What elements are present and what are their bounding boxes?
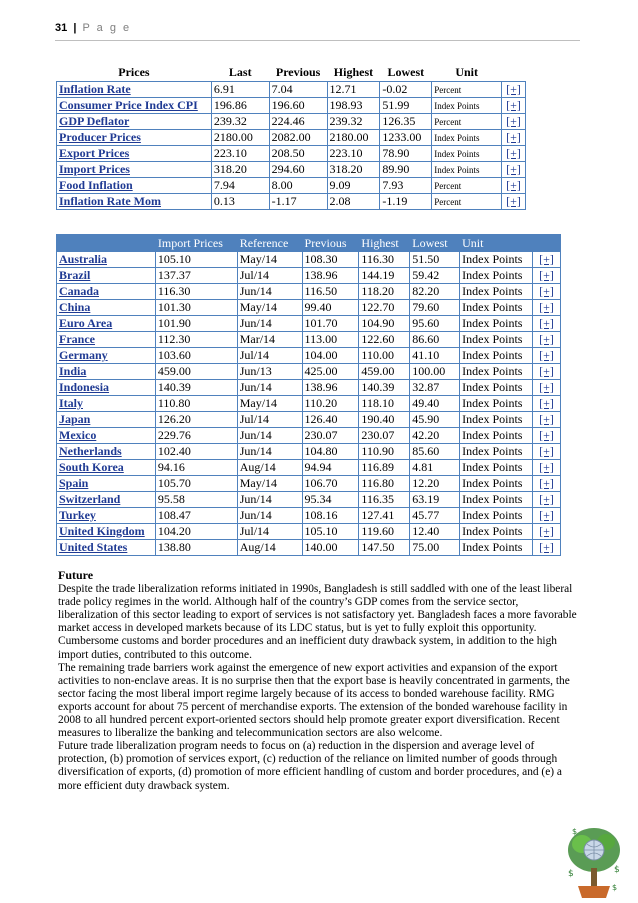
lowest-value: 12.20: [410, 476, 460, 492]
import-price-value: 105.70: [155, 476, 237, 492]
unit-value: Index Points: [460, 300, 533, 316]
import-price-value: 138.80: [155, 540, 237, 556]
table-row: [57, 98, 526, 114]
last-value: 239.32: [211, 114, 269, 130]
highest-value: 119.60: [359, 524, 410, 540]
previous-value: 196.60: [269, 98, 327, 114]
expand-link[interactable]: [+]: [533, 348, 561, 364]
table-row: [57, 444, 561, 460]
table-row: [57, 114, 526, 130]
country-link[interactable]: South Korea: [57, 460, 156, 476]
previous-value: 104.80: [302, 444, 359, 460]
previous-value: 7.04: [269, 82, 327, 98]
lowest-value: 51.99: [380, 98, 432, 114]
highest-value: 190.40: [359, 412, 410, 428]
lowest-value: 59.42: [410, 268, 460, 284]
lowest-value: 7.93: [380, 178, 432, 194]
paragraph: The remaining trade barriers work against the emergence of new export activities and expansion of the export activities to non-enclave areas. It is no surprise then that the export base is heavily concentrated in garments, the sector facing the most liberal import regime largely because of its access to bonded warehouse facility. RMG exports account for about 75 percent of merchandise exports. The extension of the bonded warehouse facility in 2008 to all hundred percent export-oriented sectors should help promote greater export diversification. Recent measures to liberalize the banking and telecommunication sectors are also welcome.: [58, 661, 570, 740]
highest-value: 239.32: [327, 114, 380, 130]
lowest-value: 51.50: [410, 252, 460, 268]
reference-date: Aug/14: [237, 460, 302, 476]
highest-value: 230.07: [359, 428, 410, 444]
reference-date: Jun/14: [237, 428, 302, 444]
expand-link[interactable]: [+]: [533, 412, 561, 428]
lowest-value: 32.87: [410, 380, 460, 396]
import-price-value: 126.20: [155, 412, 237, 428]
expand-link[interactable]: [+]: [533, 252, 561, 268]
unit-value: Index Points: [460, 268, 533, 284]
expand-link[interactable]: [+]: [533, 284, 561, 300]
unit-value: Index Points: [460, 524, 533, 540]
last-value: 318.20: [211, 162, 269, 178]
reference-date: Jun/14: [237, 316, 302, 332]
unit-value: Index Points: [460, 444, 533, 460]
table-row: [57, 300, 561, 316]
highest-value: 118.20: [359, 284, 410, 300]
highest-value: 9.09: [327, 178, 380, 194]
unit-value: Index Points: [460, 332, 533, 348]
col-highest: Highest: [359, 235, 410, 252]
unit-value: Index Points: [460, 364, 533, 380]
future-section: [58, 569, 578, 793]
expand-link[interactable]: [+]: [502, 82, 526, 98]
expand-link[interactable]: [+]: [533, 524, 561, 540]
table-row: [57, 252, 561, 268]
highest-value: 2.08: [327, 194, 380, 210]
table-row: [57, 396, 561, 412]
unit-value: Percent: [432, 82, 502, 98]
last-value: 2180.00: [211, 130, 269, 146]
previous-value: 425.00: [302, 364, 359, 380]
last-value: 7.94: [211, 178, 269, 194]
lowest-value: 12.40: [410, 524, 460, 540]
highest-value: 2180.00: [327, 130, 380, 146]
unit-value: Percent: [432, 114, 502, 130]
import-price-value: 137.37: [155, 268, 237, 284]
table-row: [57, 178, 526, 194]
expand-link[interactable]: [+]: [502, 194, 526, 210]
previous-value: 113.00: [302, 332, 359, 348]
col-link: [502, 64, 526, 82]
unit-value: Index Points: [460, 284, 533, 300]
import-price-value: 112.30: [155, 332, 237, 348]
highest-value: 110.00: [359, 348, 410, 364]
import-price-value: 101.30: [155, 300, 237, 316]
col-unit: Unit: [460, 235, 533, 252]
previous-value: 110.20: [302, 396, 359, 412]
reference-date: Jul/14: [237, 412, 302, 428]
table-row: [57, 162, 526, 178]
import-price-value: 101.90: [155, 316, 237, 332]
indicator-link[interactable]: Export Prices: [57, 146, 212, 162]
indicator-link[interactable]: Consumer Price Index CPI: [57, 98, 212, 114]
lowest-value: -0.02: [380, 82, 432, 98]
import-price-value: 459.00: [155, 364, 237, 380]
reference-date: Aug/14: [237, 540, 302, 556]
reference-date: Jun/13: [237, 364, 302, 380]
table-row: [57, 540, 561, 556]
unit-value: Index Points: [460, 396, 533, 412]
country-link[interactable]: France: [57, 332, 156, 348]
unit-value: Index Points: [460, 380, 533, 396]
table-row: [57, 194, 526, 210]
page-label: P a g e: [82, 22, 132, 34]
import-price-value: 105.10: [155, 252, 237, 268]
col-reference: Reference: [237, 235, 302, 252]
table-row: [57, 82, 526, 98]
reference-date: May/14: [237, 252, 302, 268]
section-heading: Future: [58, 568, 94, 582]
country-link[interactable]: China: [57, 300, 156, 316]
previous-value: 224.46: [269, 114, 327, 130]
unit-value: Index Points: [460, 348, 533, 364]
lowest-value: 49.40: [410, 396, 460, 412]
indicator-link[interactable]: Producer Prices: [57, 130, 212, 146]
last-value: 196.86: [211, 98, 269, 114]
last-value: 223.10: [211, 146, 269, 162]
col-last: Last: [228, 65, 252, 79]
unit-value: Index Points: [432, 130, 502, 146]
previous-value: 8.00: [269, 178, 327, 194]
previous-value: 2082.00: [269, 130, 327, 146]
prices-table-header: [57, 64, 526, 82]
table-row: [57, 460, 561, 476]
col-link: [533, 235, 561, 252]
reference-date: Jul/14: [237, 348, 302, 364]
highest-value: 116.30: [359, 252, 410, 268]
country-link[interactable]: Germany: [57, 348, 156, 364]
col-prices: Prices: [118, 65, 150, 79]
reference-date: Jun/14: [237, 492, 302, 508]
previous-value: -1.17: [269, 194, 327, 210]
reference-date: Mar/14: [237, 332, 302, 348]
import-price-value: 95.58: [155, 492, 237, 508]
table-row: [57, 380, 561, 396]
import-price-value: 108.47: [155, 508, 237, 524]
table-row: [57, 364, 561, 380]
previous-value: 108.16: [302, 508, 359, 524]
previous-value: 138.96: [302, 380, 359, 396]
unit-value: Index Points: [460, 412, 533, 428]
highest-value: 140.39: [359, 380, 410, 396]
table-row: [57, 428, 561, 444]
reference-date: Jul/14: [237, 268, 302, 284]
previous-value: 230.07: [302, 428, 359, 444]
import-price-value: 110.80: [155, 396, 237, 412]
table-row: [57, 412, 561, 428]
previous-value: 94.94: [302, 460, 359, 476]
lowest-value: 78.90: [380, 146, 432, 162]
lowest-value: 85.60: [410, 444, 460, 460]
lowest-value: 86.60: [410, 332, 460, 348]
lowest-value: 42.20: [410, 428, 460, 444]
previous-value: 105.10: [302, 524, 359, 540]
expand-link[interactable]: [+]: [502, 130, 526, 146]
col-highest: Highest: [333, 65, 374, 79]
import-table-header: [57, 235, 561, 252]
previous-value: 101.70: [302, 316, 359, 332]
previous-value: 294.60: [269, 162, 327, 178]
expand-link[interactable]: [+]: [533, 476, 561, 492]
table-row: [57, 348, 561, 364]
expand-link[interactable]: [+]: [533, 380, 561, 396]
highest-value: 122.60: [359, 332, 410, 348]
country-link[interactable]: Italy: [57, 396, 156, 412]
table-row: [57, 508, 561, 524]
reference-date: Jun/14: [237, 284, 302, 300]
lowest-value: 100.00: [410, 364, 460, 380]
unit-value: Index Points: [432, 98, 502, 114]
unit-value: Index Points: [460, 252, 533, 268]
previous-value: 138.96: [302, 268, 359, 284]
country-link[interactable]: United States: [57, 540, 156, 556]
indicator-link[interactable]: Food Inflation: [57, 178, 212, 194]
expand-link[interactable]: [+]: [533, 444, 561, 460]
reference-date: May/14: [237, 396, 302, 412]
highest-value: 459.00: [359, 364, 410, 380]
previous-value: 104.00: [302, 348, 359, 364]
highest-value: 144.19: [359, 268, 410, 284]
previous-value: 95.34: [302, 492, 359, 508]
expand-link[interactable]: [+]: [533, 508, 561, 524]
country-link[interactable]: India: [57, 364, 156, 380]
expand-link[interactable]: [+]: [502, 162, 526, 178]
lowest-value: 95.60: [410, 316, 460, 332]
highest-value: 127.41: [359, 508, 410, 524]
lowest-value: 45.77: [410, 508, 460, 524]
reference-date: Jun/14: [237, 508, 302, 524]
reference-date: Jul/14: [237, 524, 302, 540]
col-unit: Unit: [455, 65, 478, 79]
unit-value: Index Points: [460, 316, 533, 332]
expand-link[interactable]: [+]: [533, 396, 561, 412]
country-link[interactable]: Brazil: [57, 268, 156, 284]
lowest-value: 1233.00: [380, 130, 432, 146]
country-link[interactable]: Netherlands: [57, 444, 156, 460]
highest-value: 116.89: [359, 460, 410, 476]
lowest-value: 126.35: [380, 114, 432, 130]
svg-text:$: $: [612, 883, 618, 892]
expand-link[interactable]: [+]: [533, 540, 561, 556]
previous-value: 140.00: [302, 540, 359, 556]
highest-value: 12.71: [327, 82, 380, 98]
table-row: [57, 130, 526, 146]
import-price-value: 104.20: [155, 524, 237, 540]
unit-value: Index Points: [432, 146, 502, 162]
expand-link[interactable]: [+]: [533, 316, 561, 332]
money-tree-logo: [562, 824, 626, 900]
highest-value: 110.90: [359, 444, 410, 460]
unit-value: Index Points: [460, 460, 533, 476]
col-import-prices: Import Prices: [155, 235, 237, 252]
table-row: [57, 492, 561, 508]
lowest-value: 79.60: [410, 300, 460, 316]
import-price-value: 229.76: [155, 428, 237, 444]
svg-text:$: $: [572, 827, 578, 836]
country-link[interactable]: Turkey: [57, 508, 156, 524]
previous-value: 99.40: [302, 300, 359, 316]
import-price-value: 103.60: [155, 348, 237, 364]
paragraph: Future trade liberalization program needs to focus on (a) reduction in the dispersion and average level of protection, (b) promotion of services export, (c) reduction of the reliance on limited number of goods through diversification of exports, (d) promotion of more efficient handling of custom and border procedures, and (e) a more efficient duty drawback system.: [58, 740, 562, 792]
col-previous: Previous: [275, 65, 321, 79]
highest-value: 116.80: [359, 476, 410, 492]
country-link[interactable]: Switzerland: [57, 492, 156, 508]
lowest-value: 45.90: [410, 412, 460, 428]
unit-value: Index Points: [460, 540, 533, 556]
highest-value: 147.50: [359, 540, 410, 556]
unit-value: Index Points: [432, 162, 502, 178]
expand-link[interactable]: [+]: [533, 268, 561, 284]
highest-value: 104.90: [359, 316, 410, 332]
table-row: [57, 524, 561, 540]
previous-value: 208.50: [269, 146, 327, 162]
expand-link[interactable]: [+]: [533, 428, 561, 444]
expand-link[interactable]: [+]: [502, 98, 526, 114]
col-lowest: Lowest: [410, 235, 460, 252]
previous-value: 116.50: [302, 284, 359, 300]
unit-value: Percent: [432, 194, 502, 210]
indicator-link[interactable]: Inflation Rate Mom: [57, 194, 212, 210]
expand-link[interactable]: [+]: [502, 178, 526, 194]
last-value: 0.13: [211, 194, 269, 210]
country-link[interactable]: Indonesia: [57, 380, 156, 396]
unit-value: Index Points: [460, 428, 533, 444]
indicator-link[interactable]: Import Prices: [57, 162, 212, 178]
expand-link[interactable]: [+]: [533, 332, 561, 348]
lowest-value: 82.20: [410, 284, 460, 300]
col-previous: Previous: [302, 235, 359, 252]
country-link[interactable]: Spain: [57, 476, 156, 492]
previous-value: 126.40: [302, 412, 359, 428]
table-row: [57, 284, 561, 300]
table-row: [57, 268, 561, 284]
country-link[interactable]: United Kingdom: [57, 524, 156, 540]
expand-link[interactable]: [+]: [533, 460, 561, 476]
highest-value: 198.93: [327, 98, 380, 114]
country-link[interactable]: Euro Area: [57, 316, 156, 332]
country-link[interactable]: Canada: [57, 284, 156, 300]
previous-value: 106.70: [302, 476, 359, 492]
country-link[interactable]: Australia: [57, 252, 156, 268]
table-row: [57, 316, 561, 332]
unit-value: Index Points: [460, 492, 533, 508]
country-link[interactable]: Mexico: [57, 428, 156, 444]
lowest-value: -1.19: [380, 194, 432, 210]
svg-text:$: $: [568, 869, 574, 879]
page-header: [55, 22, 580, 41]
table-row: [57, 146, 526, 162]
previous-value: 108.30: [302, 252, 359, 268]
lowest-value: 41.10: [410, 348, 460, 364]
indicator-link[interactable]: GDP Deflator: [57, 114, 212, 130]
highest-value: 223.10: [327, 146, 380, 162]
import-price-value: 102.40: [155, 444, 237, 460]
lowest-value: 4.81: [410, 460, 460, 476]
expand-link[interactable]: [+]: [533, 300, 561, 316]
col-lowest: Lowest: [387, 65, 425, 79]
reference-date: May/14: [237, 476, 302, 492]
table-row: [57, 476, 561, 492]
indicator-link[interactable]: Inflation Rate: [57, 82, 212, 98]
reference-date: Jun/14: [237, 444, 302, 460]
svg-text:$: $: [614, 865, 620, 875]
highest-value: 122.70: [359, 300, 410, 316]
expand-link[interactable]: [+]: [502, 114, 526, 130]
table-row: [57, 332, 561, 348]
unit-value: Index Points: [460, 476, 533, 492]
paragraph: Despite the trade liberalization reforms initiated in 1990s, Bangladesh is still saddled with one of the least liberal trade policy regimes in the world. Although half of the country’s GDP comes from the service sector, liberalization of this sector leading to export of services is not satisfactory yet. Bangladesh faces a more favorable market access in developed markets because of its LDC status, but is yet to fully exploit this opportunity. Cumbersome customs and border procedures and an inefficient duty drawback system, in addition to the high import duties, contributed to this outcome.: [58, 583, 577, 661]
unit-value: Percent: [432, 178, 502, 194]
page-number: 31: [55, 22, 68, 34]
col-country: [57, 235, 156, 252]
country-link[interactable]: Japan: [57, 412, 156, 428]
page-separator: |: [73, 22, 77, 34]
import-prices-table: [56, 234, 561, 556]
reference-date: Jun/14: [237, 380, 302, 396]
highest-value: 116.35: [359, 492, 410, 508]
prices-table: [56, 64, 526, 210]
expand-link[interactable]: [+]: [533, 492, 561, 508]
highest-value: 118.10: [359, 396, 410, 412]
lowest-value: 63.19: [410, 492, 460, 508]
lowest-value: 89.90: [380, 162, 432, 178]
import-price-value: 94.16: [155, 460, 237, 476]
highest-value: 318.20: [327, 162, 380, 178]
last-value: 6.91: [211, 82, 269, 98]
lowest-value: 75.00: [410, 540, 460, 556]
import-price-value: 116.30: [155, 284, 237, 300]
import-price-value: 140.39: [155, 380, 237, 396]
expand-link[interactable]: [+]: [502, 146, 526, 162]
unit-value: Index Points: [460, 508, 533, 524]
reference-date: May/14: [237, 300, 302, 316]
expand-link[interactable]: [+]: [533, 364, 561, 380]
